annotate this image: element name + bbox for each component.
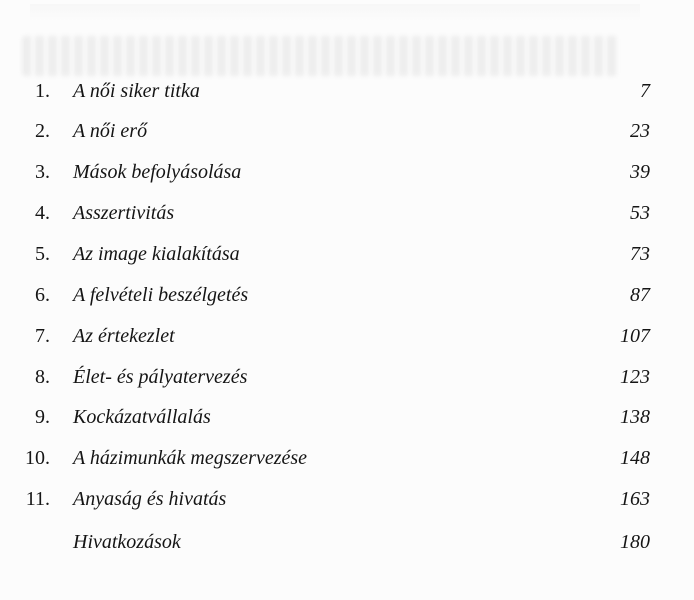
chapter-number: 8. bbox=[35, 366, 50, 388]
page-number: 23 bbox=[630, 120, 650, 142]
toc-entry bbox=[0, 198, 694, 228]
toc-entry bbox=[0, 280, 694, 310]
chapter-number: 2. bbox=[35, 120, 50, 142]
page-number: 7 bbox=[640, 80, 650, 102]
chapter-title: A házimunkák megszervezése bbox=[73, 447, 308, 469]
toc-entry bbox=[0, 76, 694, 106]
toc-entry bbox=[0, 484, 694, 514]
chapter-title: Az image kialakítása bbox=[73, 243, 240, 265]
chapter-title: Az értekezlet bbox=[73, 325, 175, 347]
page-number: 53 bbox=[630, 202, 650, 224]
page-number: 107 bbox=[620, 325, 650, 347]
chapter-number: 7. bbox=[35, 325, 50, 347]
page-number: 87 bbox=[630, 284, 650, 306]
chapter-title: A női erő bbox=[73, 120, 148, 142]
chapter-number: 5. bbox=[35, 243, 50, 265]
chapter-title: Élet- és pályatervezés bbox=[73, 366, 248, 388]
page-number: 39 bbox=[630, 161, 650, 183]
chapter-number: 6. bbox=[35, 284, 50, 306]
chapter-number: 11. bbox=[25, 488, 50, 510]
toc-entry bbox=[0, 402, 694, 432]
toc-entry bbox=[0, 239, 694, 269]
chapter-title: Hivatkozások bbox=[73, 531, 181, 553]
toc-entry bbox=[0, 443, 694, 473]
page-number: 73 bbox=[630, 243, 650, 265]
toc-entry bbox=[0, 527, 694, 557]
chapter-number: 9. bbox=[35, 406, 50, 428]
chapter-number: 1. bbox=[35, 80, 50, 102]
toc-entry bbox=[0, 157, 694, 187]
chapter-number: 10. bbox=[25, 447, 50, 469]
page-number: 163 bbox=[620, 488, 650, 510]
toc-entry bbox=[0, 362, 694, 392]
chapter-number: 4. bbox=[35, 202, 50, 224]
toc-entry bbox=[0, 321, 694, 351]
chapter-title: A felvételi beszélgetés bbox=[73, 284, 249, 306]
page-number: 123 bbox=[620, 366, 650, 388]
chapter-title: Kockázatvállalás bbox=[73, 406, 211, 428]
page-number: 148 bbox=[620, 447, 650, 469]
toc-entry bbox=[0, 116, 694, 146]
page-number: 138 bbox=[620, 406, 650, 428]
chapter-title: A női siker titka bbox=[73, 80, 200, 102]
chapter-title: Anyaság és hivatás bbox=[73, 488, 227, 510]
chapter-title: Asszertivitás bbox=[73, 202, 175, 224]
chapter-title: Mások befolyásolása bbox=[73, 161, 242, 183]
page-number: 180 bbox=[620, 531, 650, 553]
chapter-number: 3. bbox=[35, 161, 50, 183]
